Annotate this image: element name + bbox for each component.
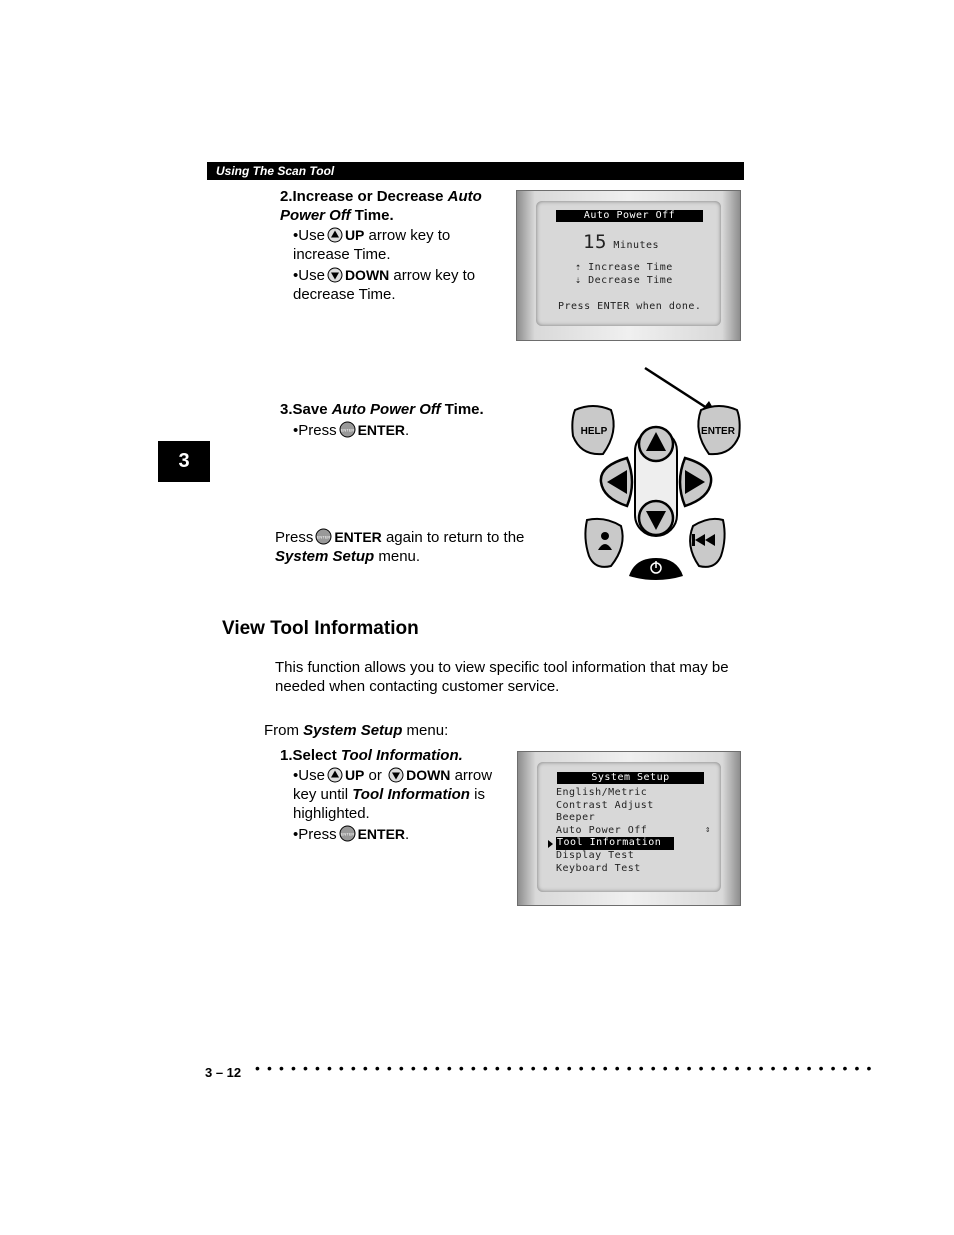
small-up-icon: ⇡ (575, 262, 582, 273)
down-arrow-icon (388, 767, 404, 783)
lcd-value-row: 15 Minutes (583, 231, 660, 253)
from-menu-line: From System Setup menu: (264, 722, 449, 739)
lcd-menu-item[interactable]: Contrast Adjust (556, 799, 654, 811)
step1-bullet-press: •Press ENTER ENTER. (293, 826, 410, 843)
section-header-title: Using The Scan Tool (216, 164, 335, 178)
lcd-footer: Press ENTER when done. (558, 301, 702, 312)
step1-title: 1.Select Tool Information. (280, 747, 463, 764)
keypad-illustration (565, 362, 747, 584)
up-arrow-icon (327, 227, 343, 243)
page-number: 3 – 12 (205, 1065, 242, 1080)
lcd-menu-item[interactable]: Beeper (556, 812, 596, 824)
enter-key-icon (339, 825, 356, 842)
lcd-title-bar: Auto Power Off (556, 210, 703, 222)
svg-text:ENTER: ENTER (340, 831, 354, 837)
lcd-menu-item[interactable]: English/Metric (556, 787, 648, 798)
step1-bullet-use: •Use UP or DOWN arrow key until Tool Information is highlighted. (293, 767, 493, 822)
section-header-bar (207, 162, 744, 180)
svg-text:ENTER: ENTER (317, 534, 331, 540)
step2-bullet-up: •Use UP arrow key to increase Time. (293, 227, 451, 263)
svg-text:ENTER: ENTER (701, 426, 735, 437)
rewind-button[interactable] (690, 519, 725, 567)
enter-key-icon (339, 421, 356, 438)
step3-title: 3.Save Auto Power Off Time. (280, 401, 484, 418)
lcd-decrease-row: ⇣ Decrease Time (575, 275, 673, 286)
lcd-menu-item[interactable]: Auto Power Off (556, 824, 648, 836)
small-down-icon: ⇣ (575, 275, 582, 286)
lcd-title-bar: System Setup (557, 772, 704, 784)
up-arrow-button[interactable] (639, 427, 673, 461)
down-arrow-button[interactable] (639, 501, 673, 535)
footer-dot-leader: • • • • • • • • • • • • • • • • • • • • • • • • • • • • • • • • • • • • • • • • • • • • • • • • • • • • (255, 1060, 874, 1076)
down-arrow-icon (327, 267, 343, 283)
lcd-menu-item-selected[interactable]: Tool Information (556, 837, 674, 850)
lcd-increase-row: ⇡ Increase Time (575, 262, 673, 273)
lcd-screen (536, 201, 721, 326)
return-note: Press ENTER ENTER again to return to the System Setup menu. (275, 529, 525, 565)
person-icon (601, 532, 609, 540)
right-arrow-button[interactable] (680, 458, 711, 506)
enter-key-icon (315, 528, 332, 545)
selection-pointer-icon (548, 840, 553, 848)
help-button[interactable] (572, 406, 613, 454)
lcd-system-setup (517, 751, 741, 906)
lcd-menu-item[interactable]: Display Test (556, 849, 635, 861)
user-button[interactable] (585, 519, 622, 567)
step3-bullet-press: •Press ENTER ENTER. (293, 422, 410, 439)
step2-bullet-down: •Use DOWN arrow key to decrease Time. (293, 267, 476, 303)
lcd-screen (537, 762, 721, 892)
svg-text:HELP: HELP (580, 426, 608, 437)
chapter-tab: 3 (158, 441, 210, 482)
power-button[interactable] (629, 558, 683, 580)
lcd-menu-item[interactable]: Keyboard Test (556, 862, 641, 874)
step2-title: 2.Increase or Decrease Auto Power Off Time. (280, 188, 482, 224)
pointer-arrow (645, 368, 710, 410)
svg-text:ENTER: ENTER (340, 427, 354, 433)
enter-button[interactable] (698, 406, 739, 454)
up-arrow-icon (327, 767, 343, 783)
lcd-menu-list (556, 787, 674, 875)
section-heading: View Tool Information (222, 618, 419, 639)
lcd-auto-power-off (516, 190, 741, 341)
section-intro: This function allows you to view specific tool information that may be needed when contacting customer service. (275, 659, 729, 695)
scroll-indicator-icon: ⇕ (705, 825, 711, 835)
left-arrow-button[interactable] (601, 458, 632, 506)
